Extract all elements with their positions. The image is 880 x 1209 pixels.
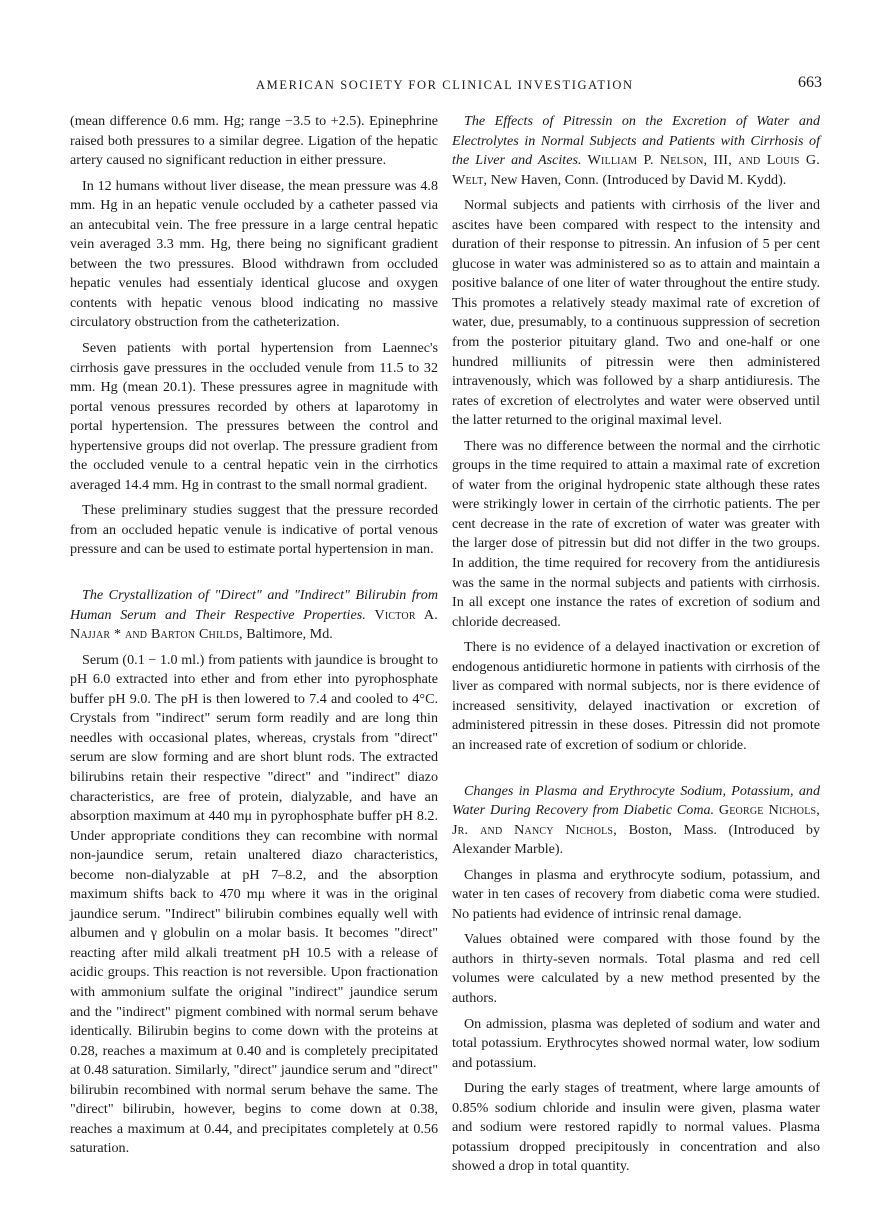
body-paragraph: Normal subjects and patients with cirrhosis of the liver and ascites have been compared with respect to the intensity and duration of their response to pitressin. An infusion of 5 per cent glucose in water was administered so as to attain and maintain a positive balance of one liter of water throughout the entire study. This promotes a relatively steady maximal rate of excretion of water, due, presumably, to a continuous suppression of secretion from the posterior pituitary gland. Two and one-half or one hundred milliunits of pitressin were then administered intravenously, which was followed by a sharp antidiuresis. The rates of excretion of electrolytes and water were observed until the latter returned to the original maximal level. [452, 197, 820, 429]
body-paragraph: On admission, plasma was depleted of sodium and water and total potassium. Erythrocytes showed normal water, low sodium and potassium. [452, 1015, 820, 1071]
body-paragraph: (mean difference 0.6 mm. Hg; range −3.5 to +2.5). Epinephrine raised both pressures to a similar degree. Ligation of the hepatic artery caused no significant reduction in either pressure. [70, 113, 438, 169]
abstract-authors: William P. Nelson, III, and Louis G. Welt, [452, 152, 820, 188]
abstract-authors: Victor A. Najjar * and Barton Childs, [70, 606, 438, 643]
page-number: 663 [798, 74, 822, 91]
abstract-location: New Haven, Conn. (Introduced by David M. Kydd). [490, 171, 787, 188]
abstract-heading [452, 112, 820, 190]
running-title: AMERICAN SOCIETY FOR CLINICAL INVESTIGATION [256, 78, 634, 92]
body-paragraph: Values obtained were compared with those found by the authors in thirty-seven normals. Total plasma and red cell volumes were calculated by a new method presented by the authors. [452, 931, 820, 1006]
body-paragraph: In 12 humans without liver disease, the mean pressure was 4.8 mm. Hg in an hepatic venule occluded by a catheter passed via an antecubital vein. The free pressure in a large central hepatic vein averaged 3.3 mm. Hg, there being no significant gradient between the two pressures. Blood withdrawn from occluded hepatic venules had essentialy identical glucose and oxygen contents with hepatic venous blood indicating no massive circulatory obstruction from the catheterization. [70, 177, 438, 331]
abstract-title: The Crystallization of "Direct" and "Indirect" Bilirubin from Human Serum and Their Respective Properties. [70, 587, 438, 623]
abstract-authors: George Nichols, Jr. and Nancy Nichols, [452, 802, 820, 838]
body-paragraph: Serum (0.1 − 1.0 ml.) from patients with jaundice is brought to pH 6.0 extracted into ether and from ether into pyrophosphate buffer pH 9.0. The pH is then lowered to 7.4 and cooled to 4°C. Crystals from "indirect" serum form readily and are long thin needles with occasional plates, whereas, crystals from "direct" serum are slow forming and are short blunt rods. The extracted bilirubins retain their respective "direct" and "indirect" diazo characteristics, are free of protein, dialyzable, and have an absorption maximum at 440 mμ in pyrophosphate buffer pH 8.2. Under appropriate conditions they can recombine with normal non-jaundice serum, retain unaltered diazo characteristics, become non-dialyzable at pH 7–8.2, and the absorption maximum shifts back to 470 mμ where it was in the original jaundice serum. "Indirect" bilirubin combines equally well with albumen and γ globulin on a molar basis. It becomes "direct" reacting after mild alkali treatment pH 10.5 with a release of acidic groups. This reaction is not reversible. Upon fractionation with ammonium sulfate the original "indirect" jaundice serum and the "indirect" pigment combined with normal serum behave identically. Bilirubin begins to come down with the proteins at 0.28, reaches a maximum at 0.40 and is completely precipitated at 0.48 saturation. Similarly, "direct" jaundice serum and "direct" bilirubin recombined with normal serum behave the same. The "direct" bilirubin, however, begins to come down at 0.38, reaches a maximum at 0.44, and precipitates completely at 0.56 saturation. [70, 651, 438, 1157]
left-column [70, 112, 438, 1165]
abstract-heading [452, 782, 820, 860]
body-paragraph: During the early stages of treatment, where large amounts of 0.85% sodium chloride and insulin were given, plasma water and sodium were restored rapidly to normal values. Plasma potassium dropped precipitously in concentration and also showed a drop in total quantity. [452, 1080, 820, 1175]
body-paragraph: Changes in plasma and erythrocyte sodium, potassium, and water in ten cases of recovery from diabetic coma were studied. No patients had evidence of intrinsic renal damage. [452, 866, 820, 922]
abstract-location: Boston, Mass. (Introduced by Alexander Marble). [452, 821, 820, 858]
abstract-title: The Effects of Pitressin on the Excretion of Water and Electrolytes in Normal Subjects and Patients with Cirrhosis of the Liver and Ascites. [452, 113, 820, 169]
body-paragraph: These preliminary studies suggest that the pressure recorded from an occluded hepatic venule is indicative of portal venous pressure and can be used to estimate portal hypertension in man. [70, 502, 438, 558]
body-paragraph: There is no evidence of a delayed inactivation or excretion of endogenous antidiuretic hormone in patients with cirrhosis of the liver as compared with normal subjects, nor is there evidence of increased sensitivity, delayed inactivation or excretion of administered pitressin in these doses. Pitressin did not promote an increased rate of excretion of sodium or chloride. [452, 639, 820, 753]
right-column [452, 112, 820, 1183]
abstract-location: Baltimore, Md. [246, 626, 333, 643]
body-paragraph: There was no difference between the normal and the cirrhotic groups in the time required to attain a maximal rate of excretion of water from the original hydropenic state although these rates were strikingly lower in certain of the cirrhotic patients. The per cent decrease in the rate of excretion of water was greater with the larger dose of pitressin but did not differ in the two groups. In addition, the time required for recovery from the antidiuresis was the same in the normal subjects and patients with cirrhosis. In all except one instance the rates of excretion of sodium and chloride decreased. [452, 437, 820, 630]
body-paragraph: Seven patients with portal hypertension from Laennec's cirrhosis gave pressures in the occluded venule from 11.5 to 32 mm. Hg (mean 20.1). These pressures agree in magnitude with portal venous pressures recorded by others at laparotomy in portal hypertension. The pressures between the control and hypertensive groups did not overlap. The pressure gradient from the occluded venule to a central hepatic vein in the cirrhotics averaged 14.4 mm. Hg in contrast to the small normal gradient. [70, 340, 438, 493]
abstract-title: Changes in Plasma and Erythrocyte Sodium, Potassium, and Water During Recovery from Diabetic Coma. [452, 782, 820, 819]
page-header [70, 74, 822, 98]
abstract-heading [70, 586, 438, 645]
